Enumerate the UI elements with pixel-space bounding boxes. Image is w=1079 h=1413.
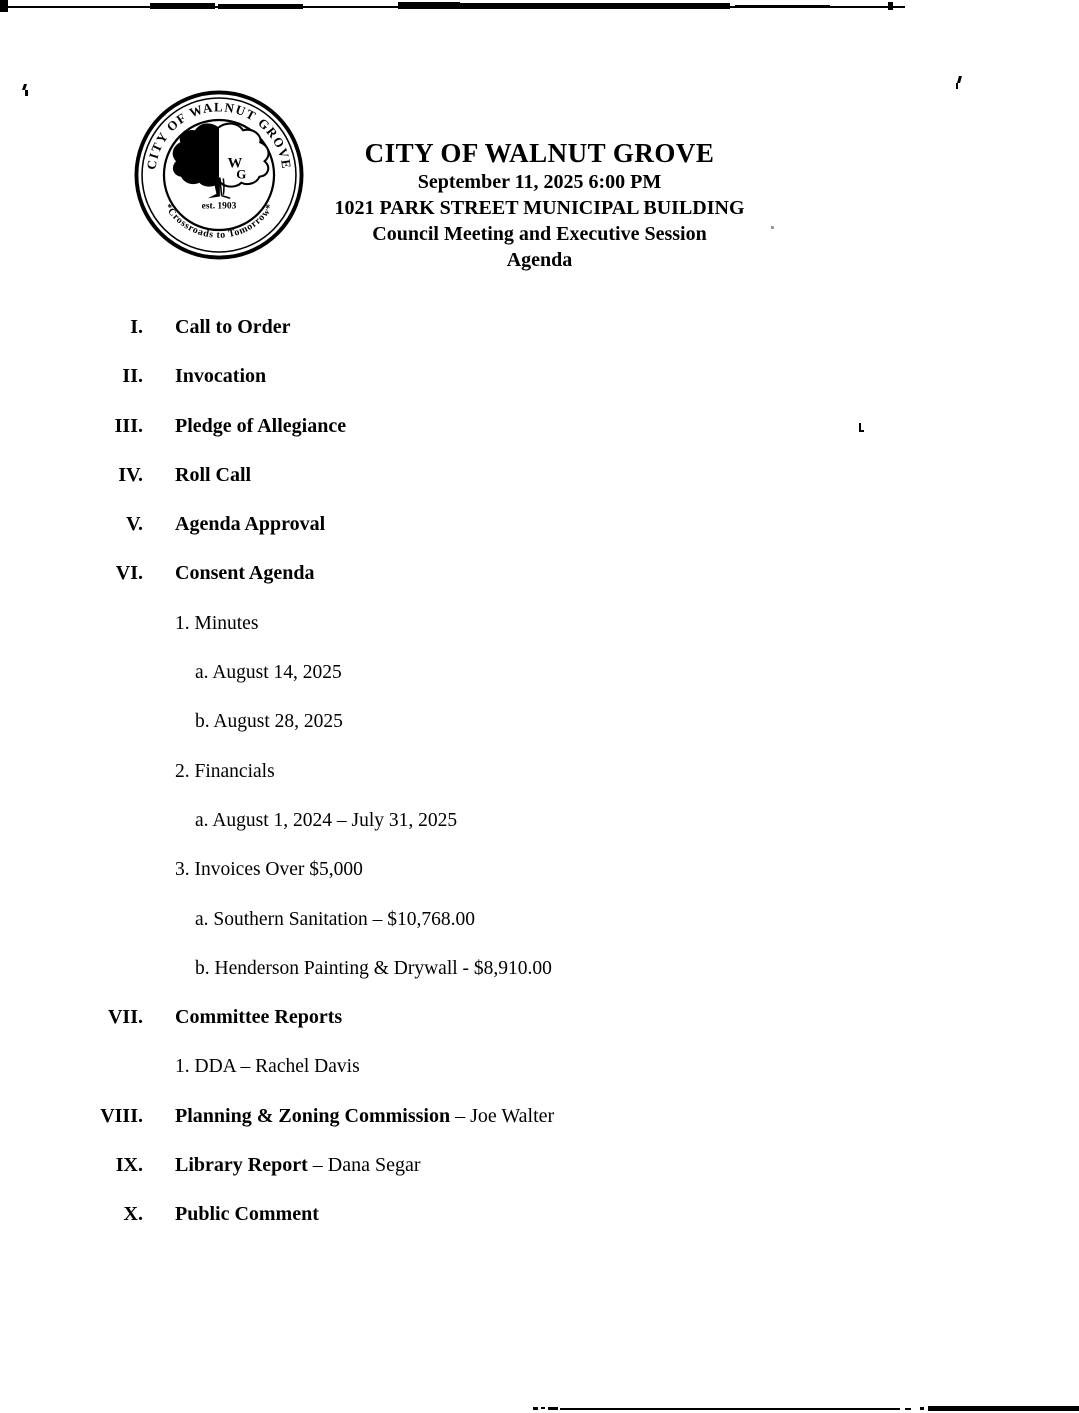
agenda-item-label: 2. Financials	[175, 760, 275, 782]
agenda-item	[0, 365, 1079, 414]
scan-artifact-top-blob	[735, 5, 830, 8]
scan-artifact-bottom-dash	[541, 1407, 545, 1409]
agenda-item-numeral: IV.	[118, 463, 143, 486]
agenda-item-numeral: IX.	[115, 1154, 143, 1177]
agenda-item-label: a. Southern Sanitation – $10,768.00	[195, 908, 476, 930]
seal-established-text: est. 1903	[201, 201, 237, 212]
scan-artifact-bottom-dash	[533, 1407, 538, 1410]
agenda-item	[0, 415, 1079, 464]
agenda-item-label: a. August 14, 2025	[195, 662, 342, 684]
agenda-item-label: b. Henderson Painting & Drywall - $8,910.00	[195, 957, 552, 979]
agenda-item-numeral	[0, 612, 143, 661]
agenda-item-label: Invocation	[175, 365, 267, 388]
seal-ring-top-text: CITY OF WALNUT GROVE	[144, 100, 294, 171]
agenda-item-label: 1. DDA – Rachel Davis	[175, 1056, 360, 1078]
agenda-item	[0, 562, 1079, 611]
scan-artifact-bottom-line	[560, 1408, 900, 1410]
agenda-subitem	[0, 710, 1079, 759]
scan-artifact-bottom-dash	[920, 1407, 924, 1410]
document-type-label: Agenda	[506, 249, 573, 271]
agenda-item-numeral	[0, 809, 143, 858]
ink-speck	[956, 83, 958, 89]
agenda-item-label: Public Comment	[175, 1203, 319, 1226]
scan-artifact-top-blob	[150, 3, 215, 9]
seal-monogram-w: W	[227, 155, 243, 172]
agenda-item	[0, 513, 1079, 562]
scan-artifact-bottom-dash	[548, 1407, 558, 1410]
agenda-item-numeral	[0, 957, 143, 1006]
scan-artifact-top-blob	[398, 2, 460, 9]
agenda-item-label: 1. Minutes	[175, 612, 259, 634]
agenda-subitem	[0, 858, 1079, 907]
agenda-item	[0, 1154, 1079, 1203]
agenda-item-numeral	[0, 661, 143, 710]
agenda-subitem	[0, 612, 1079, 661]
scan-artifact-top-tick	[888, 2, 893, 10]
scan-artifact-top-blob	[218, 4, 303, 9]
agenda-subitem	[0, 957, 1079, 1006]
agenda-item-label: Agenda Approval	[175, 513, 326, 536]
agenda-item-label: a. August 1, 2024 – July 31, 2025	[195, 809, 458, 831]
agenda-item-numeral	[0, 858, 143, 907]
seal-monogram-g: G	[236, 167, 247, 182]
agenda-item	[0, 316, 1079, 365]
agenda-item	[0, 1006, 1079, 1055]
agenda-item-numeral	[0, 760, 143, 809]
ink-speck	[25, 90, 28, 96]
agenda-item-label: 3. Invoices Over $5,000	[175, 859, 363, 881]
agenda-subitem	[0, 1055, 1079, 1104]
agenda-item	[0, 464, 1079, 513]
seal-ring-bottom-text: *Crossroads to Tomorrow*	[162, 202, 276, 241]
agenda-list	[0, 316, 1079, 1253]
agenda-item	[0, 1105, 1079, 1154]
agenda-item-label: Call to Order	[175, 316, 291, 338]
document-header	[0, 138, 1079, 273]
agenda-subitem	[0, 760, 1079, 809]
agenda-subitem	[0, 661, 1079, 710]
agenda-item-label: Roll Call	[175, 463, 252, 486]
agenda-item-presenter: – Joe Walter	[450, 1104, 555, 1127]
agenda-item-label: Pledge of Allegiance	[175, 414, 347, 437]
agenda-item-label: Committee Reports	[175, 1006, 343, 1029]
agenda-item	[0, 1203, 1079, 1252]
agenda-item-label: Consent Agenda	[175, 562, 315, 585]
scan-artifact-bottom-dash	[905, 1408, 911, 1410]
agenda-item-numeral: III.	[114, 414, 143, 437]
agenda-item-numeral: II.	[122, 365, 143, 388]
meeting-type: Council Meeting and Executive Session	[372, 223, 707, 245]
agenda-item-label: Library Report	[175, 1154, 308, 1177]
page-title: CITY OF WALNUT GROVE	[364, 138, 715, 168]
agenda-item-label: b. August 28, 2025	[195, 711, 343, 733]
agenda-item-label: Planning & Zoning Commission	[175, 1104, 451, 1127]
agenda-item-numeral: X.	[123, 1203, 143, 1226]
agenda-subitem	[0, 809, 1079, 858]
agenda-item-numeral	[0, 908, 143, 957]
agenda-item-numeral	[0, 710, 143, 759]
agenda-item-numeral	[0, 1055, 143, 1104]
agenda-item-numeral: I.	[130, 316, 143, 338]
meeting-datetime: September 11, 2025 6:00 PM	[417, 171, 662, 193]
agenda-subitem	[0, 908, 1079, 957]
scan-artifact-top-blob	[455, 3, 730, 9]
agenda-item-numeral: VIII.	[100, 1104, 143, 1127]
agenda-item-numeral: VII.	[107, 1006, 143, 1029]
agenda-item-presenter: – Dana Segar	[307, 1154, 421, 1177]
ink-speck	[957, 76, 962, 83]
agenda-item-numeral: VI.	[115, 562, 143, 585]
scan-artifact-bottom-thick-line	[928, 1406, 1079, 1411]
meeting-address: 1021 PARK STREET MUNICIPAL BUILDING	[334, 197, 745, 219]
agenda-item-numeral: V.	[126, 513, 143, 536]
